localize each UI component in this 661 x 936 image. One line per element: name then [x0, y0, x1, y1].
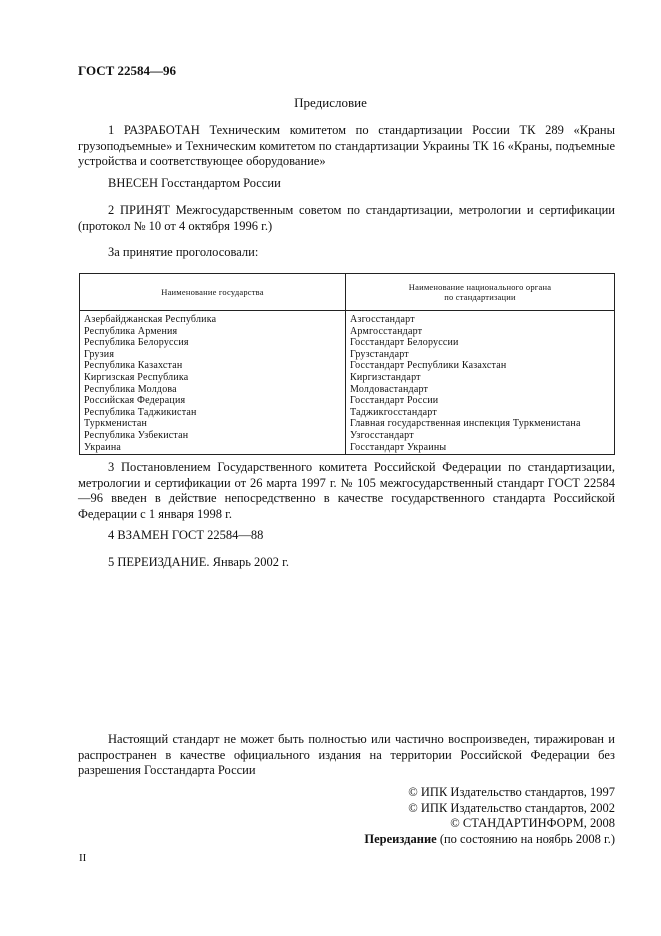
header-national-body-line2: по стандартизации	[444, 292, 516, 302]
state-name: Республика Армения	[84, 325, 178, 337]
copyright-block	[364, 785, 615, 847]
national-body-name: Грузстандарт	[350, 348, 409, 360]
paragraph-adopted	[78, 203, 615, 234]
national-body-name: Узгосстандарт	[350, 429, 414, 441]
paragraph-introduced	[78, 176, 615, 192]
national-body-name: Азгосстандарт	[350, 314, 415, 325]
national-body-name: Таджикгосстандарт	[350, 406, 437, 418]
copyright-line-1997: © ИПК Издательство стандартов, 1997	[408, 785, 615, 799]
paragraph-reissue	[78, 555, 615, 571]
paragraph-legal-notice	[78, 732, 615, 779]
bodies-cell	[346, 311, 615, 455]
header-national-body-line1: Наименование национального органа	[408, 281, 552, 292]
paragraph-reissue-text: 5 ПЕРЕИЗДАНИЕ. Январь 2002 г.	[108, 555, 289, 569]
state-name: Республика Молдова	[84, 383, 177, 395]
voting-states-table	[79, 273, 615, 455]
state-name: Республика Казахстан	[84, 360, 183, 372]
header-national-body	[346, 274, 615, 311]
state-name: Украина	[84, 441, 122, 453]
copyright-line-2002: © ИПК Издательство стандартов, 2002	[408, 800, 615, 815]
document-id: ГОСТ 22584—96	[78, 63, 177, 78]
national-body-name: Киргизстандарт	[350, 371, 421, 383]
state-name: Республика Белоруссия	[84, 337, 189, 349]
national-body-name: Госстандарт Украины	[350, 441, 447, 453]
state-name: Туркменистан	[84, 418, 148, 430]
page-number: II	[79, 852, 87, 864]
paragraph-replaced-text: 4 ВЗАМЕН ГОСТ 22584—88	[108, 528, 264, 542]
paragraph-voted	[78, 245, 615, 261]
paragraph-developed-text: 1 РАЗРАБОТАН Техническим комитетом по стандартизации России ТК 289 «Краны грузоподъемные» и Техническим комитетом по стандартизации Украины ТК 16 «Краны, подъемные устройства и соответствующее оборудование»	[78, 123, 615, 168]
reissue-date: (по состоянию на ноябрь 2008 г.)	[436, 831, 615, 846]
state-name: Российская Федерация	[84, 395, 186, 407]
national-body-name: Госстандарт Республики Казахстан	[350, 360, 507, 372]
header-state-name: Наименование государства	[80, 274, 346, 311]
paragraph-replaced	[78, 528, 615, 544]
reissue-label: Переиздание	[364, 831, 437, 846]
paragraph-enacted-text: 3 Постановлением Государственного комитета Российской Федерации по стандартизации, метрологии и сертификации от 26 марта 1997 г. № 105 межгосударственный стандарт ГОСТ 22584—96 введен в действие непосредственно в качестве государственного стандарта Российской Федерации с 1 января 1998 г.	[78, 460, 615, 521]
paragraph-legal-notice-text: Настоящий стандарт не может быть полностью или частично воспроизведен, тиражирован и распространен в качестве официального издания на территории Российской Федерации без разрешения Госстандарта России	[78, 732, 615, 777]
paragraph-enacted	[78, 460, 615, 522]
section-title: Предисловие	[294, 95, 367, 110]
paragraph-introduced-text: ВНЕСЕН Госстандартом России	[108, 176, 281, 190]
paragraph-voted-text: За принятие проголосовали:	[108, 245, 259, 259]
state-name: Грузия	[84, 348, 115, 360]
state-name: Киргизская Республика	[84, 371, 189, 383]
national-body-name: Главная государственная инспекция Туркменистана	[350, 418, 581, 430]
national-body-name: Молдовастандарт	[350, 383, 429, 395]
table-header-row	[80, 274, 615, 311]
state-name: Республика Таджикистан	[84, 406, 197, 418]
paragraph-adopted-text: 2 ПРИНЯТ Межгосударственным советом по стандартизации, метрологии и сертификации (протокол № 10 от 4 октября 1996 г.)	[78, 203, 615, 233]
state-name: Азербайджанская Республика	[84, 314, 217, 325]
copyright-line-2008: © СТАНДАРТИНФОРМ, 2008	[450, 816, 615, 830]
national-body-name: Армгосстандарт	[350, 325, 423, 337]
states-cell	[80, 311, 346, 455]
national-body-name: Госстандарт России	[350, 395, 439, 407]
table-body-row	[80, 311, 615, 455]
paragraph-developed	[78, 123, 615, 170]
reissue-status-line	[364, 832, 615, 848]
national-body-name: Госстандарт Белоруссии	[350, 337, 459, 349]
state-name: Республика Узбекистан	[84, 429, 189, 441]
